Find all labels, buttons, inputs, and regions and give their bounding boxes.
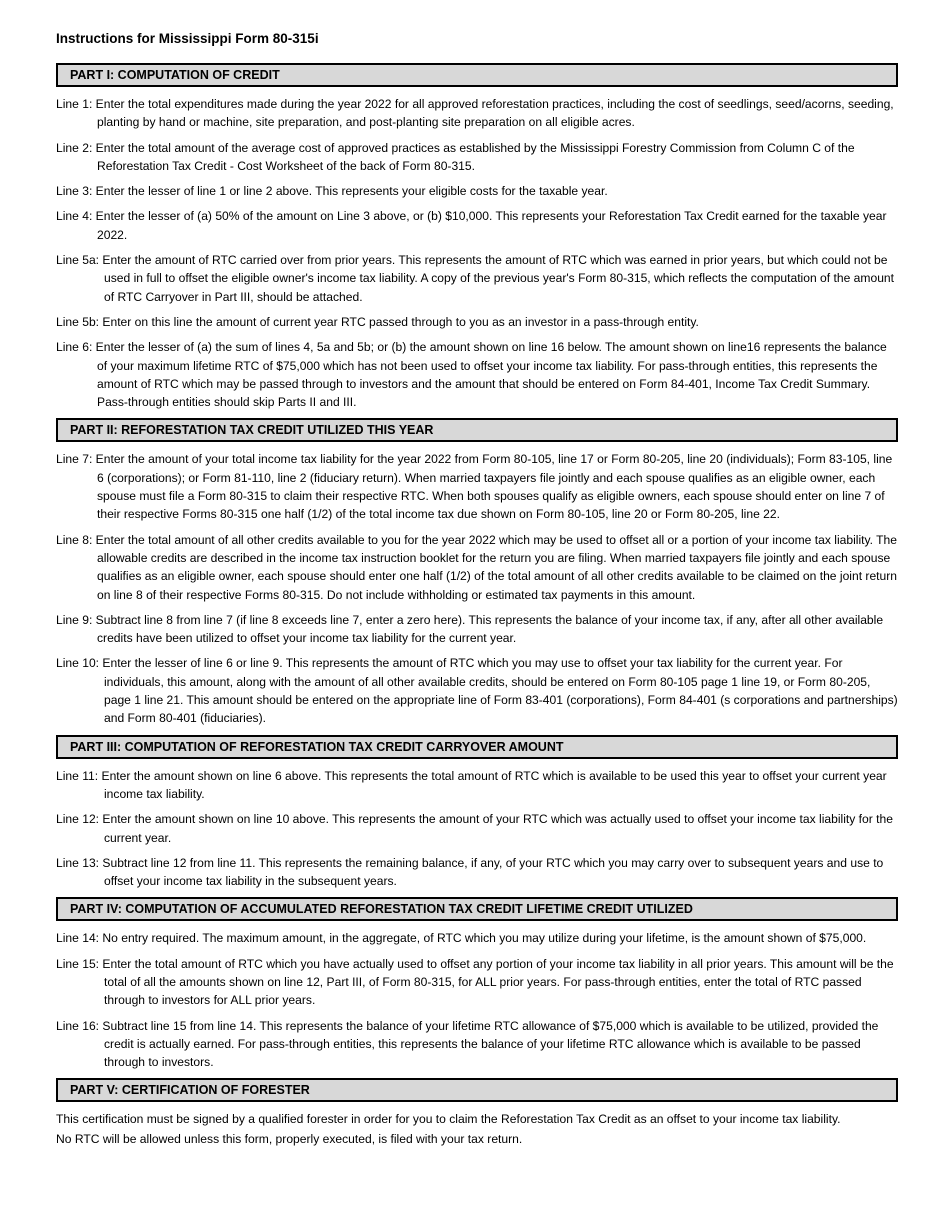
line-6-instruction: Line 6: Enter the lesser of (a) the sum of lines 4, 5a and 5b; or (b) the amount shown on line 16 below. The amount shown on line16 represents the balance of your maximum lifetime RTC of $75,000 which has not been used to offset your income tax liability. For pass-through entities, this represents the amount of RTC which may be passed through to investors and the amount that should be entered on Form 84-401, Income Tax Credit Summary. Pass-through entities should skip Parts II and III. [56, 340, 887, 410]
certification-text-1: This certification must be signed by a qualified forester in order for you to claim the Reforestation Tax Credit as an offset to your income tax liability. [56, 1112, 841, 1127]
line-8-instruction: Line 8: Enter the total amount of all other credits available to you for the year 2022 which may be used to offset all or a portion of your income tax liability. The allowable credits are described in the income tax instruction booklet for the return you are filing. When married taxpayers file jointly and each spouse qualifies as an eligible owner, each spouse should enter one half (1/2) of the total amount of all other credits available to be claimed on the joint return on line 8 of their respective Forms 80-315. Do not include withholding or estimated tax payments in this amount. [56, 532, 898, 602]
part-4-header: PART IV: COMPUTATION OF ACCUMULATED REFORESTATION TAX CREDIT LIFETIME CREDIT UTILIZED [56, 897, 898, 921]
part-2-section [56, 418, 900, 727]
line-1-instruction: Line 1: Enter the total expenditures made during the year 2022 for all approved reforestation practices, including the cost of seedlings, seed/acorns, seeding, planting by hand or machine, site preparation, and post-planting site preparation on all eligible acres. [56, 97, 894, 130]
part-1-header: PART I: COMPUTATION OF CREDIT [56, 63, 898, 87]
line-7-instruction: Line 7: Enter the amount of your total income tax liability for the year 2022 from Form 80-105, line 17 or Form 80-205, line 20 (individuals); Form 83-105, line 6 (corporations); or Form 81-110, line 2 (fiduciary return). When married taxpayers file jointly and each spouse qualifies as an eligible owner, each spouse must file a Form 80-315 to claim their respective RTC. When both spouses qualify as eligible owners, each spouse should enter on line 7 of their respective Forms 80-315 one half (1/2) of the total income tax due shown on Form 80-105, line 20 or Form 80-205, line 22. [56, 452, 893, 522]
line-16-instruction: Line 16: Subtract line 15 from line 14. This represents the balance of your lifetime RTC allowance of $75,000 which is available to be utilized, provided the credit is actually earned. For pass-through entities, this represents the balance of your lifetime RTC allowance which is available to be passed through to investors. [56, 1018, 879, 1070]
line-5a-instruction: Line 5a: Enter the amount of RTC carried over from prior years. This represents the amount of RTC which was earned in prior years, but which could not be used in full to offset the eligible owner's income tax liability. A copy of the previous year's Form 80-315, which reflects the computation of the amount of RTC Carryover in Part III, should be attached. [56, 253, 895, 304]
line-15-instruction: Line 15: Enter the total amount of RTC which you have actually used to offset any portion of your income tax liability in all prior years. This amount will be the total of all the amounts shown on line 12, Part III, of Form 80-315, for ALL prior years. For pass-through entities, enter the total of RTC passed through to investors for ALL prior years. [56, 956, 894, 1008]
part-2-header: PART II: REFORESTATION TAX CREDIT UTILIZED THIS YEAR [56, 418, 898, 442]
part-3-section [56, 735, 900, 891]
line-5b-instruction: Line 5b: Enter on this line the amount of current year RTC passed through to you as an investor in a pass-through entity. [56, 314, 699, 329]
line-14-instruction: Line 14: No entry required. The maximum amount, in the aggregate, of RTC which you may utilize during your lifetime, is the amount shown of $75,000. [56, 931, 867, 946]
line-11-instruction: Line 11: Enter the amount shown on line 6 above. This represents the total amount of RTC which is available to be used this year to offset your current year income tax liability. [56, 768, 887, 801]
line-13-instruction: Line 13: Subtract line 12 from line 11. This represents the remaining balance, if any, of your RTC which you may carry over to subsequent years and use to offset your income tax liability in the subsequent years. [56, 855, 884, 889]
document-title: Instructions for Mississippi Form 80-315i [56, 31, 319, 46]
part-3-header: PART III: COMPUTATION OF REFORESTATION TAX CREDIT CARRYOVER AMOUNT [56, 735, 898, 759]
part-4-section [56, 897, 900, 1071]
line-2-instruction: Line 2: Enter the total amount of the average cost of approved practices as established by the Mississippi Forestry Commission from Column C of the Reforestation Tax Credit - Cost Worksheet of the back of Form 80-315. [56, 140, 855, 173]
part-1-section [56, 63, 900, 411]
line-12-instruction: Line 12: Enter the amount shown on line 10 above. This represents the amount of your RTC which was actually used to offset your income tax liability for the current year. [56, 812, 893, 845]
line-3-instruction: Line 3: Enter the lesser of line 1 or line 2 above. This represents your eligible costs for the taxable year. [56, 184, 608, 199]
line-9-instruction: Line 9: Subtract line 8 from line 7 (if line 8 exceeds line 7, enter a zero here). This represents the balance of your income tax, if any, after all other available credits have been utilized to offset your income tax liability for the current year. [56, 612, 884, 646]
certification-text-2: No RTC will be allowed unless this form, properly executed, is filed with your tax return. [56, 1131, 523, 1146]
part-5-header: PART V: CERTIFICATION OF FORESTER [56, 1078, 898, 1102]
part-5-section [56, 1078, 900, 1149]
line-10-instruction: Line 10: Enter the lesser of line 6 or line 9. This represents the amount of RTC which you may use to offset your tax liability for the current year. For individuals, this amount, along with the amount of all other available credits, should be entered on Form 80-105 page 1 line 19, or Form 80-205, page 1 line 21. This amount should be entered on the appropriate line of Form 83-401 (corporations), Form 84-401 (s corporations and partnerships) and Form 80-401 (fiduciaries). [56, 656, 898, 726]
line-4-instruction: Line 4: Enter the lesser of (a) 50% of the amount on Line 3 above, or (b) $10,000. This represents your Reforestation Tax Credit earned for the taxable year 2022. [56, 209, 887, 242]
